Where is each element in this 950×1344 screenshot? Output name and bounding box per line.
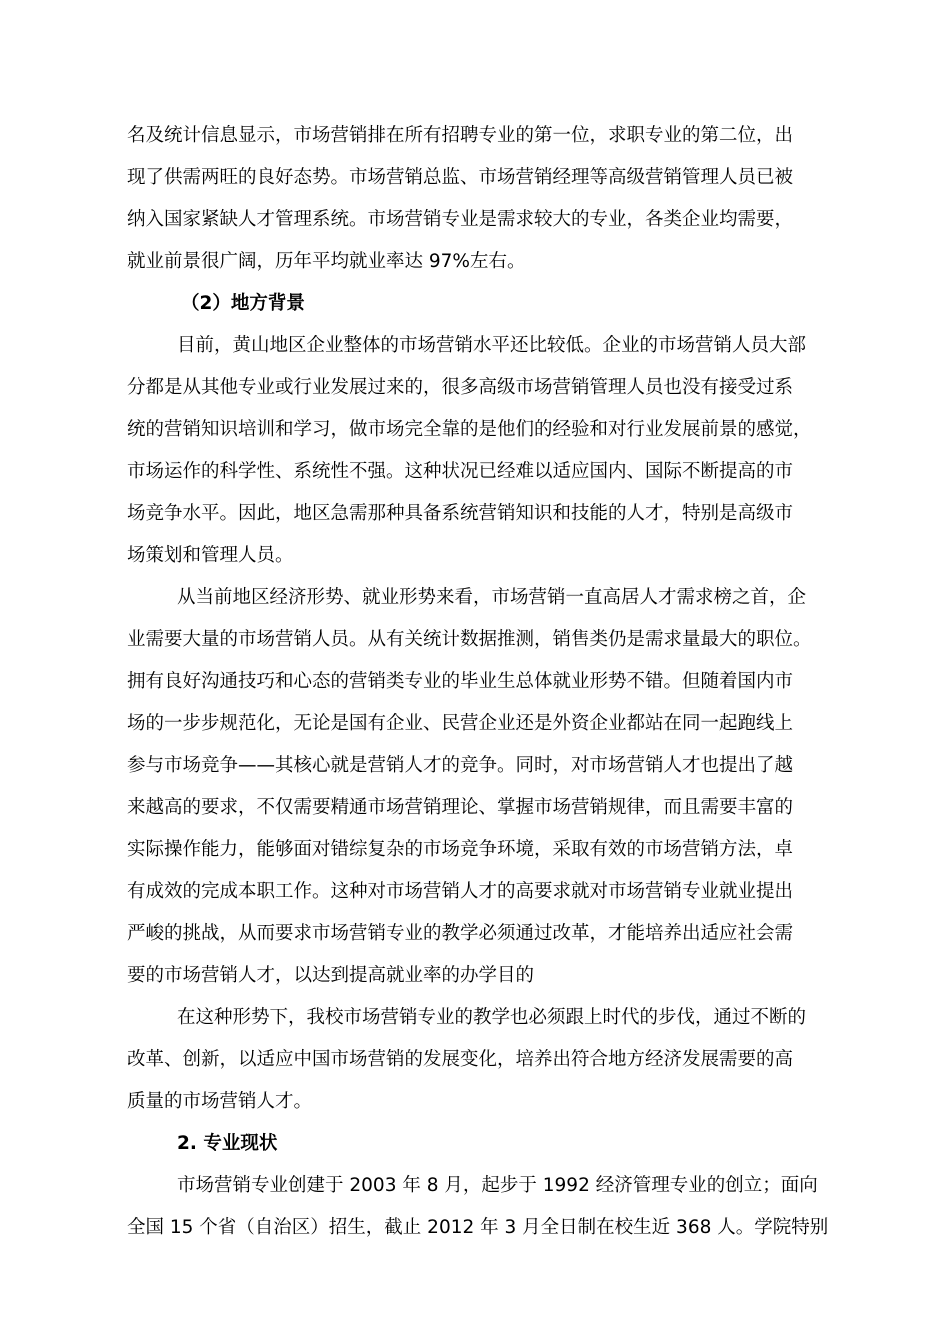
text-line: 来越高的要求，不仅需要精通市场营销理论、掌握市场营销规律，而且需要丰富的: [127, 797, 794, 818]
text-line: 全国 15 个省（自治区）招生，截止 2012 年 3 月全日制在校生近 368 人。学院特别: [127, 1217, 829, 1238]
text-line: 场竞争水平。因此，地区急需那种具备系统营销知识和技能的人才，特别是高级市: [127, 503, 794, 524]
text-line: 分都是从其他专业或行业发展过来的，很多高级市场营销管理人员也没有接受过系: [127, 377, 794, 398]
text-line: 名及统计信息显示，市场营销排在所有招聘专业的第一位，求职专业的第二位，出: [127, 125, 794, 146]
text-line: 有成效的完成本职工作。这种对市场营销人才的高要求就对市场营销专业就业提出: [127, 881, 794, 902]
section-heading-program-status: 2. 专业现状: [177, 1133, 278, 1154]
text-line: 业需要大量的市场营销人员。从有关统计数据推测，销售类仍是需求量最大的职位。: [127, 629, 812, 650]
text-line: 拥有良好沟通技巧和心态的营销类专业的毕业生总体就业形势不错。但随着国内市: [127, 671, 794, 692]
section-heading-local-background: （2）地方背景: [181, 293, 305, 314]
text-line: 质量的市场营销人才。: [127, 1091, 313, 1112]
text-line: 从当前地区经济形势、就业形势来看，市场营销一直高居人才需求榜之首，企: [177, 587, 807, 608]
text-line: 纳入国家紧缺人才管理系统。市场营销专业是需求较大的专业，各类企业均需要，: [127, 209, 794, 230]
text-line: 市场运作的科学性、系统性不强。这种状况已经难以适应国内、国际不断提高的市: [127, 461, 794, 482]
text-line: 严峻的挑战，从而要求市场营销专业的教学必须通过改革，才能培养出适应社会需: [127, 923, 794, 944]
text-line: 市场营销专业创建于 2003 年 8 月，起步于 1992 经济管理专业的创立；面向: [177, 1175, 818, 1196]
text-line: 现了供需两旺的良好态势。市场营销总监、市场营销经理等高级营销管理人员已被: [127, 167, 794, 188]
text-line: 参与市场竞争——其核心就是营销人才的竞争。同时，对市场营销人才也提出了越: [127, 755, 794, 776]
text-line: 场策划和管理人员。: [127, 545, 294, 566]
text-line: 目前，黄山地区企业整体的市场营销水平还比较低。企业的市场营销人员大部: [177, 335, 807, 356]
text-line: 要的市场营销人才，以达到提高就业率的办学目的: [127, 965, 535, 986]
text-line: 在这种形势下，我校市场营销专业的教学也必须跟上时代的步伐，通过不断的: [177, 1007, 807, 1028]
text-line: 改革、创新，以适应中国市场营销的发展变化，培养出符合地方经济发展需要的高: [127, 1049, 794, 1070]
text-line: 实际操作能力，能够面对错综复杂的市场竞争环境，采取有效的市场营销方法，卓: [127, 839, 794, 860]
text-line: 场的一步步规范化，无论是国有企业、民营企业还是外资企业都站在同一起跑线上: [127, 713, 794, 734]
text-line: 就业前景很广阔，历年平均就业率达 97%左右。: [127, 251, 526, 272]
text-line: 统的营销知识培训和学习，做市场完全靠的是他们的经验和对行业发展前景的感觉，: [127, 419, 812, 440]
